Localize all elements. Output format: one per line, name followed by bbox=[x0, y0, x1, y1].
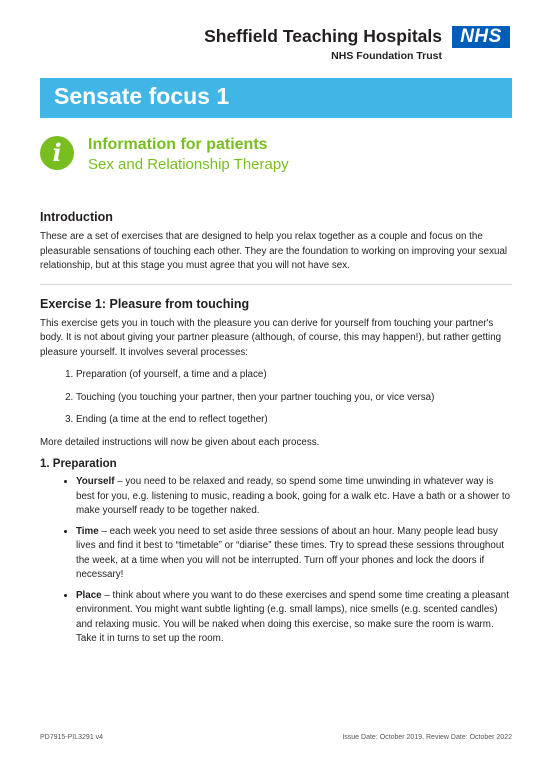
info-subtitle: Sex and Relationship Therapy bbox=[88, 156, 289, 173]
list-item: 2. Touching (you touching your partner, then your partner touching you, or vice versa) bbox=[76, 391, 512, 406]
preparation-heading: 1. Preparation bbox=[40, 458, 117, 470]
list-item: 3. Ending (a time at the end to reflect together) bbox=[76, 413, 512, 428]
information-icon: i bbox=[40, 136, 74, 170]
introduction-heading: Introduction bbox=[40, 210, 113, 224]
page-title: Sensate focus 1 bbox=[54, 83, 230, 109]
bullet-term: Time bbox=[76, 525, 99, 537]
info-section bbox=[40, 134, 512, 180]
document-body bbox=[40, 210, 512, 653]
list-item bbox=[76, 525, 512, 583]
introduction-text: These are a set of exercises that are designed to help you relax together as a couple and focus on the pleasurable sensations of touching each other. They are the foundation to working on improving your sexual relationship, but at this stage you must agree that you will not have sex. bbox=[40, 231, 508, 271]
organisation-name: Sheffield Teaching Hospitals bbox=[204, 26, 442, 46]
bullet-text: – each week you need to set aside three sessions of about an hour. Many people lead busy lives and find it best to “timetable” or “diarise” these times. Try to spread these sessions throughout the week, at a time when you will not be interrupted. Turn off your phones and lock the doors if necessary! bbox=[76, 525, 505, 580]
organisation-trust: NHS Foundation Trust bbox=[331, 50, 442, 62]
bullet-term: Yourself bbox=[76, 476, 115, 487]
list-item bbox=[76, 475, 512, 519]
list-item bbox=[76, 589, 512, 647]
section-divider bbox=[40, 284, 512, 285]
exercise1-after: More detailed instructions will now be given about each process. bbox=[40, 436, 320, 448]
bullet-text: – you need to be relaxed and ready, so spend some time unwinding in whatever way is best for you, e.g. listening to music, reading a book, going for a walk etc. Have a bath or a shower to make yourself ready to be together naked. bbox=[76, 476, 511, 516]
info-title: Information for patients bbox=[88, 136, 268, 153]
page-header bbox=[90, 22, 510, 66]
nhs-logo: NHS bbox=[452, 26, 510, 48]
footer-reference: PD7915-PIL3291 v4 bbox=[40, 734, 104, 741]
exercise1-text: This exercise gets you in touch with the pleasure you can derive for yourself from touching your partner's body. It is not about giving your partner pleasure (although, of course, this may happen!), but rather getting pleasure yourself. It involves several processes: bbox=[40, 317, 502, 358]
title-banner bbox=[40, 78, 512, 118]
bullet-text: – think about where you want to do these exercises and spend some time creating a pleasant environment. You might want subtle lighting (e.g. small lamps), nice smells (e.g. scented candles) and relaxing music. You will be naked when doing this exercise, so make sure the room is warm. Take it in turns to set up the room. bbox=[76, 589, 509, 644]
bullet-term: Place bbox=[76, 589, 102, 601]
process-list bbox=[40, 368, 512, 428]
list-item: 1. Preparation (of yourself, a time and a place) bbox=[76, 368, 512, 383]
preparation-list bbox=[40, 475, 512, 647]
footer-dates: Issue Date: October 2019. Review Date: October 2022 bbox=[342, 734, 512, 741]
exercise1-heading: Exercise 1: Pleasure from touching bbox=[40, 296, 250, 311]
